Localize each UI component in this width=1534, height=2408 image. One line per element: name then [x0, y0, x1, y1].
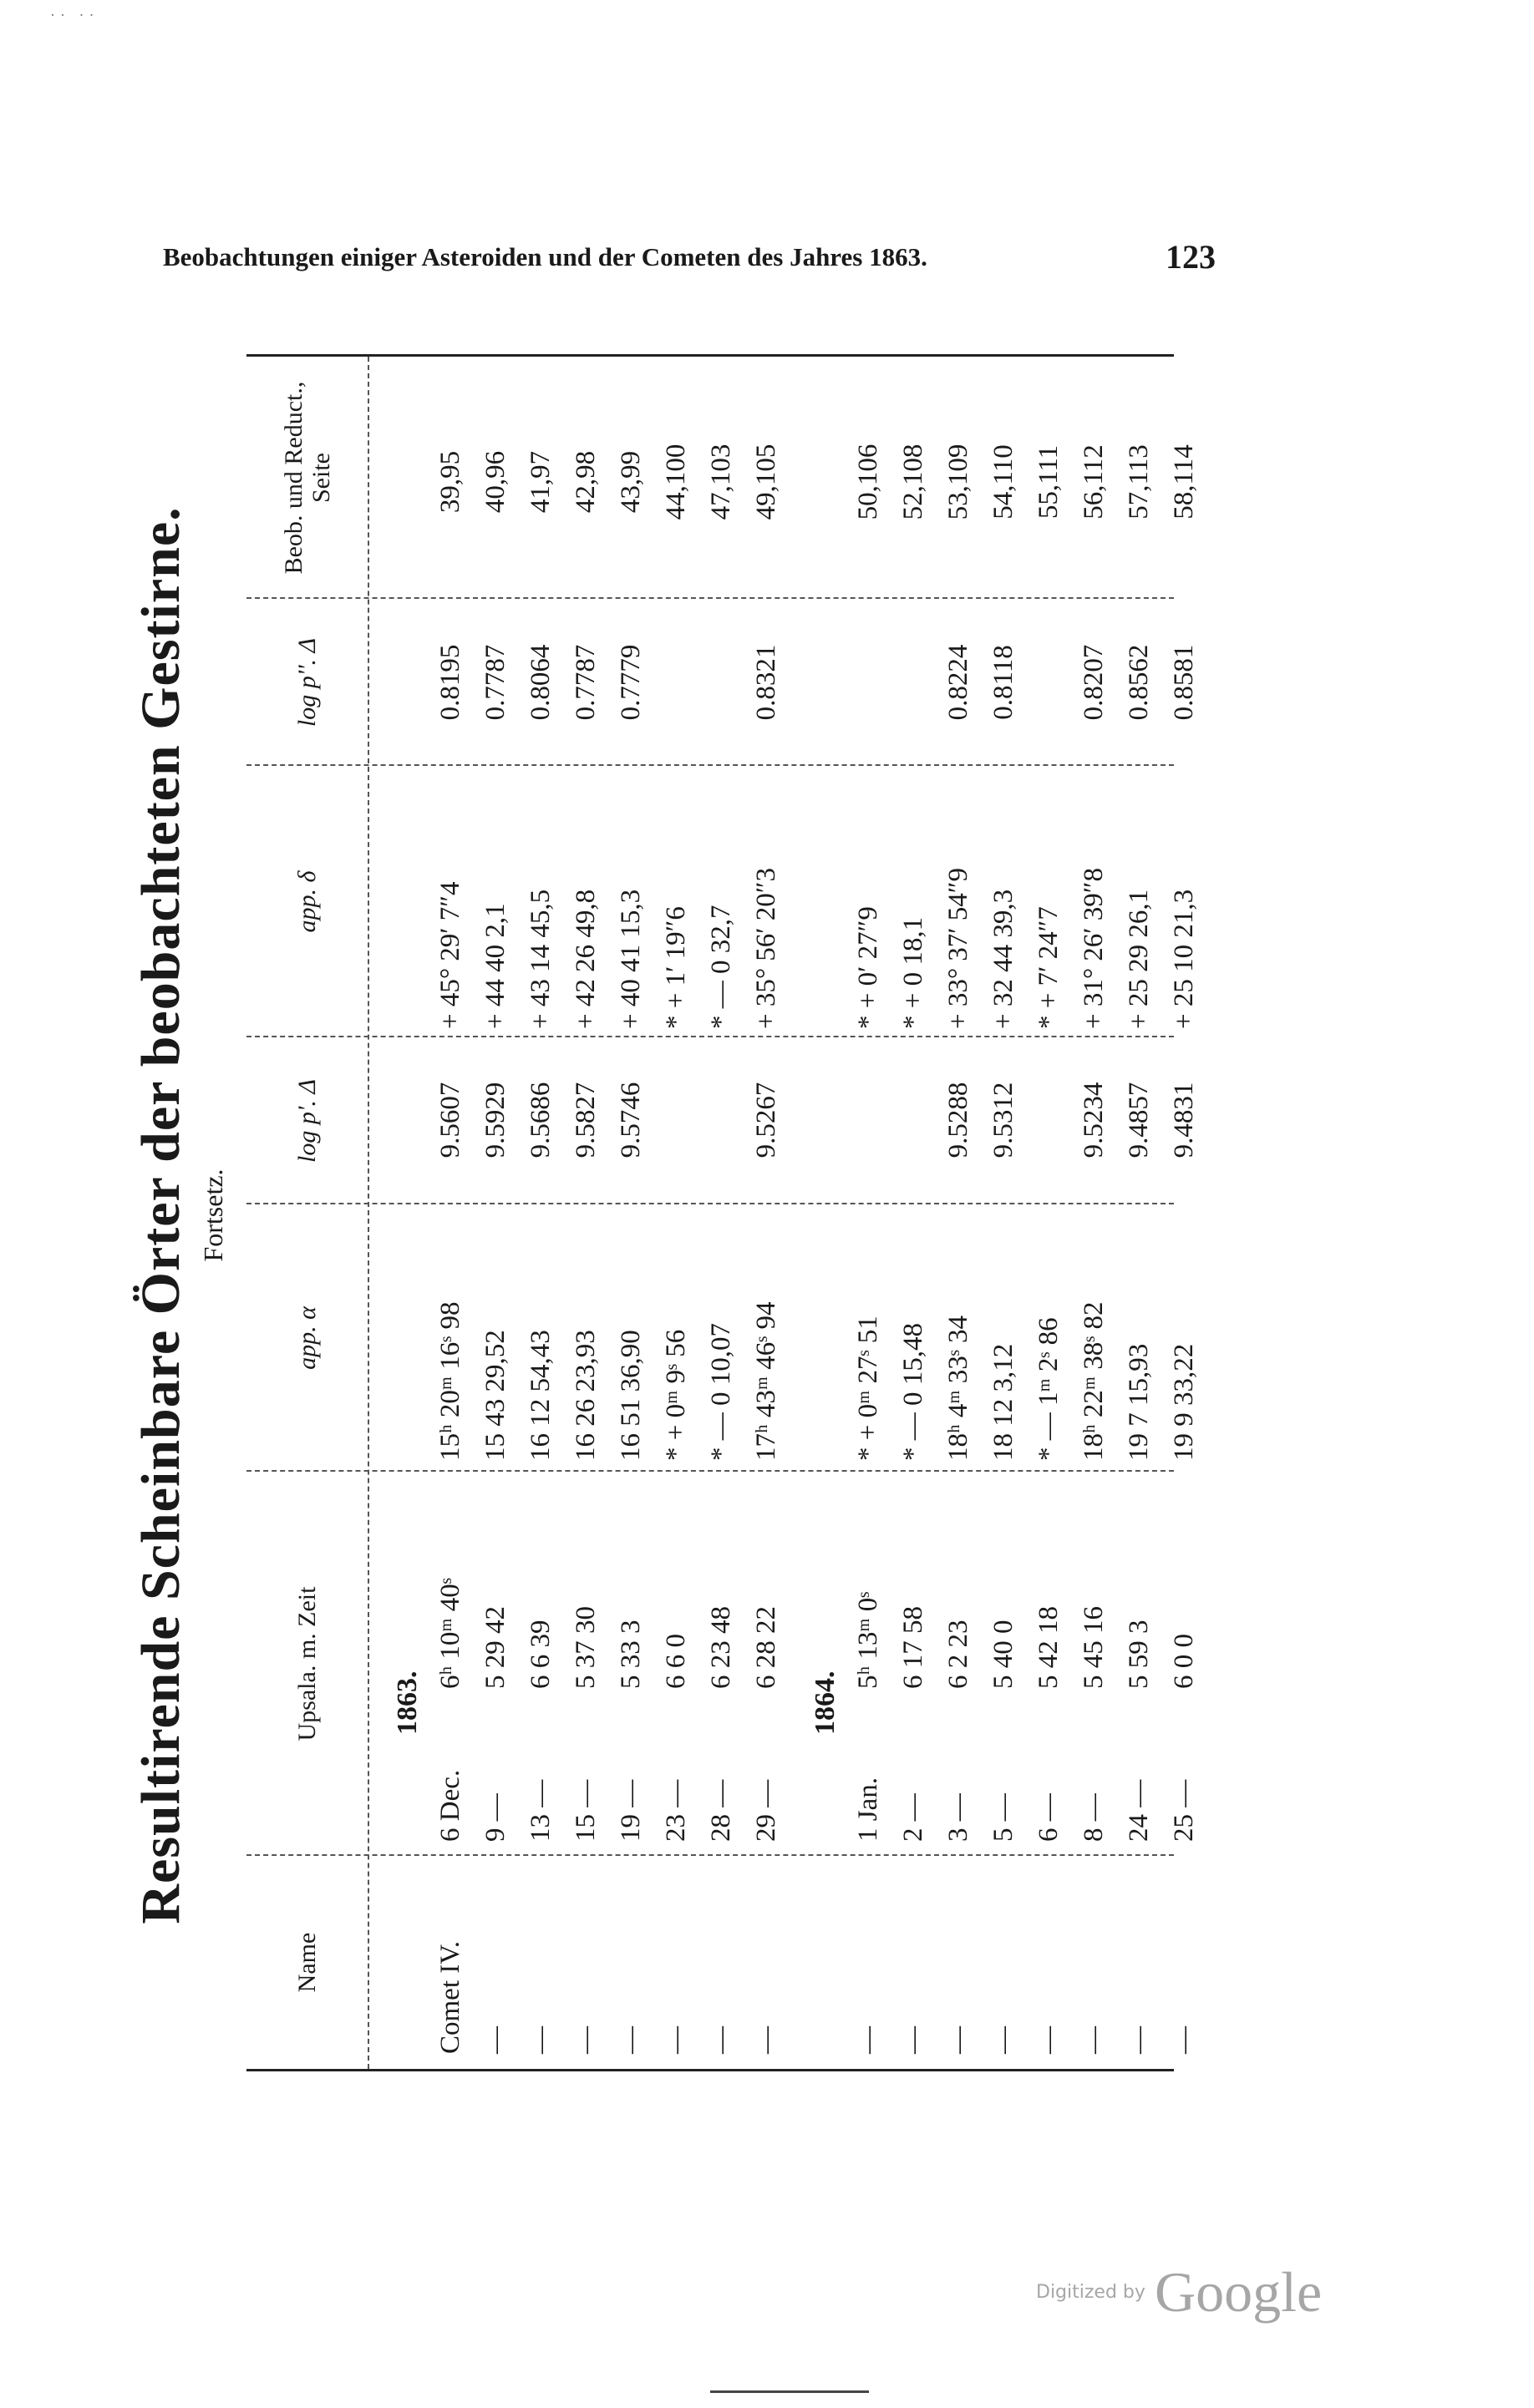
- cell-name: —: [616, 2026, 646, 2054]
- google-logo: Google: [1155, 2260, 1323, 2324]
- cell-time: 5 29 42: [480, 1606, 510, 1689]
- rotated-table-page: [130, 359, 1216, 2071]
- cell-log-pa: 9.4831: [1169, 1082, 1199, 1158]
- cell-log-pa: [891, 1045, 935, 1195]
- cell-name: —: [661, 2026, 691, 2054]
- cell-page: 52,108: [898, 444, 928, 520]
- cell-log-pa: 9.5267: [751, 1082, 781, 1158]
- cell-dec: + 40 41 15,3: [616, 889, 646, 1029]
- cell-ra: * + 0ᵐ 9ˢ 56: [661, 1329, 691, 1461]
- cell-dec: + 33° 37′ 54″9: [943, 867, 973, 1029]
- running-head: [163, 238, 1216, 276]
- cell-name: —: [1169, 2026, 1199, 2054]
- cell-name: —: [1034, 2026, 1064, 2054]
- cell-date: 8 —: [1079, 1793, 1109, 1842]
- cell-date: 24 —: [1124, 1779, 1154, 1842]
- cell-ra: 18ʰ 4ᵐ 33ˢ 34: [943, 1316, 973, 1461]
- cell-log-pd: 0.8224: [943, 644, 973, 721]
- cell-ra: 15 43 29,52: [480, 1330, 510, 1461]
- cell-log-pd: 0.8207: [1079, 644, 1109, 721]
- cell-date: 15 —: [571, 1779, 601, 1842]
- year-heading: 1864.: [810, 1670, 841, 1735]
- bottom-rule: [710, 2390, 869, 2393]
- cell-ra: 18ʰ 22ᵐ 38ˢ 82: [1079, 1301, 1109, 1461]
- cell-time: 5ʰ 13ᵐ 0ˢ: [853, 1591, 883, 1689]
- cell-page: 43,99: [616, 450, 646, 514]
- cell-ra: 16 12 54,43: [526, 1330, 556, 1461]
- cell-dec: + 25 10 21,3: [1169, 889, 1199, 1029]
- cell-log-pa: 9.5288: [943, 1082, 973, 1158]
- cell-dec: * + 7′ 24″7: [1034, 906, 1064, 1029]
- cell-log-pd: [699, 607, 743, 758]
- cell-dec: * + 0 18,1: [898, 916, 928, 1029]
- cell-ra: * — 1ᵐ 2ˢ 86: [1034, 1317, 1064, 1461]
- cell-date: 3 —: [943, 1793, 973, 1842]
- cell-time: 6 6 0: [661, 1634, 691, 1689]
- ephemeris-table: [246, 354, 1199, 2071]
- cell-ra: 16 26 23,93: [571, 1330, 601, 1461]
- cell-date: 2 —: [898, 1793, 928, 1842]
- header-log-pa: log p'. Δ: [293, 1079, 321, 1163]
- cell-page: 58,114: [1169, 444, 1199, 520]
- header-log-pd: log p''. Δ: [293, 637, 321, 727]
- cell-time: 5 37 30: [571, 1606, 601, 1689]
- cell-page: 44,100: [661, 444, 691, 520]
- cell-log-pd: 0.8195: [435, 644, 465, 721]
- cell-dec: * + 1′ 19″6: [661, 906, 691, 1029]
- cell-log-pd: 0.8581: [1169, 644, 1199, 721]
- cell-dec: + 25 29 26,1: [1124, 889, 1154, 1029]
- cell-page: 54,110: [988, 444, 1018, 520]
- cell-time: 6 23 48: [706, 1606, 736, 1689]
- cell-page: 41,97: [526, 450, 556, 514]
- cell-date: 6 —: [1034, 1793, 1064, 1842]
- cell-time: 6 2 23: [943, 1620, 973, 1689]
- cell-log-pd: 0.8118: [988, 645, 1018, 720]
- cell-log-pd: [846, 607, 890, 758]
- column-divider: [246, 1036, 1174, 1037]
- cell-page: 42,98: [571, 450, 601, 514]
- cell-ra: * + 0ᵐ 27ˢ 51: [853, 1316, 883, 1461]
- cell-ra: 17ʰ 43ᵐ 46ˢ 94: [751, 1301, 781, 1461]
- cell-log-pa: 9.5234: [1079, 1082, 1109, 1158]
- header-time: Upsala. m. Zeit: [293, 1586, 321, 1741]
- header-rule: [368, 357, 369, 2069]
- cell-log-pa: 9.5746: [616, 1082, 646, 1158]
- cell-name: —: [480, 2026, 510, 2054]
- cell-log-pa: 9.5827: [571, 1082, 601, 1158]
- digitized-by-label: Digitized by: [1036, 2282, 1145, 2303]
- cell-log-pa: 9.4857: [1124, 1082, 1154, 1158]
- cell-log-pa: [699, 1045, 743, 1195]
- google-watermark: [1036, 2259, 1322, 2325]
- cell-date: 29 —: [751, 1779, 781, 1842]
- cell-time: 6 28 22: [751, 1606, 781, 1689]
- cell-ra: 19 7 15,93: [1124, 1343, 1154, 1461]
- cell-log-pa: 9.5312: [988, 1082, 1018, 1158]
- cell-page: 56,112: [1079, 444, 1109, 520]
- cell-name: —: [1079, 2026, 1109, 2054]
- cell-date: 28 —: [706, 1779, 736, 1842]
- cell-ra: 16 51 36,90: [616, 1330, 646, 1461]
- header-dec: app. δ: [293, 870, 321, 933]
- cell-name: —: [571, 2026, 601, 2054]
- cell-dec: * + 0′ 27″9: [853, 906, 883, 1029]
- cell-time: 6 17 58: [898, 1606, 928, 1689]
- column-divider: [246, 764, 1174, 766]
- cell-date: 13 —: [526, 1779, 556, 1842]
- cell-date: 19 —: [616, 1779, 646, 1842]
- cell-name: —: [526, 2026, 556, 2054]
- cell-time: 6 6 39: [526, 1620, 556, 1689]
- corner-marks: ·· ··: [50, 7, 99, 23]
- cell-time: 5 45 16: [1079, 1606, 1109, 1689]
- cell-name: —: [751, 2026, 781, 2054]
- cell-log-pa: 9.5929: [480, 1082, 510, 1158]
- cell-dec: * — 0 32,7: [706, 905, 736, 1029]
- cell-log-pa: [654, 1045, 698, 1195]
- cell-time: 5 40 0: [988, 1620, 1018, 1689]
- cell-log-pa: [846, 1045, 890, 1195]
- cell-date: 23 —: [661, 1779, 691, 1842]
- header-name: Name: [293, 1932, 321, 1993]
- cell-dec: + 45° 29′ 7″4: [435, 881, 465, 1029]
- cell-dec: + 42 26 49,8: [571, 889, 601, 1029]
- cell-date: 9 —: [480, 1793, 510, 1842]
- cell-log-pa: 9.5686: [526, 1082, 556, 1158]
- cell-page: 39,95: [435, 450, 465, 514]
- running-head-text: Beobachtungen einiger Asteroiden und der Cometen des Jahres 1863.: [163, 242, 927, 271]
- cell-log-pd: [1027, 607, 1070, 758]
- cell-date: 1 Jan.: [853, 1777, 883, 1842]
- cell-name: —: [943, 2026, 973, 2054]
- cell-log-pd: [891, 607, 935, 758]
- column-divider: [246, 1203, 1174, 1204]
- cell-time: 6 0 0: [1169, 1634, 1199, 1689]
- column-divider: [246, 1470, 1174, 1472]
- cell-date: 6 Dec.: [435, 1769, 465, 1842]
- cell-log-pd: 0.8562: [1124, 644, 1154, 721]
- cell-ra: 18 12 3,12: [988, 1343, 1018, 1461]
- cell-log-pd: 0.8321: [751, 644, 781, 721]
- cell-dec: + 44 40 2,1: [480, 903, 510, 1029]
- table-title: Resultirende Scheinbare Örter der beobachteten Gestirne.: [130, 506, 191, 1924]
- cell-name: —: [706, 2026, 736, 2054]
- cell-page: 55,111: [1034, 444, 1064, 520]
- cell-ra: 19 9 33,22: [1169, 1343, 1199, 1461]
- cell-page: 40,96: [480, 450, 510, 514]
- cell-log-pd: [654, 607, 698, 758]
- cell-time: 5 33 3: [616, 1620, 646, 1689]
- cell-time: 5 42 18: [1034, 1606, 1064, 1689]
- cell-name: —: [988, 2026, 1018, 2054]
- cell-name: —: [898, 2026, 928, 2054]
- cell-time: 5 59 3: [1124, 1620, 1154, 1689]
- cell-dec: + 32 44 39,3: [988, 889, 1018, 1029]
- cell-dec: + 43 14 45,5: [526, 889, 556, 1029]
- year-heading: 1863.: [392, 1670, 423, 1735]
- cell-log-pa: [1027, 1045, 1070, 1195]
- cell-log-pd: 0.8064: [526, 644, 556, 721]
- cell-dec: + 35° 56′ 20″3: [751, 867, 781, 1029]
- page-number: 123: [1166, 238, 1216, 276]
- header-ra: app. α: [293, 1306, 321, 1370]
- table-subtitle: Fortsetz.: [198, 1169, 228, 1262]
- cell-page: 50,106: [853, 444, 883, 520]
- column-divider: [246, 1854, 1174, 1856]
- cell-name: —: [853, 2026, 883, 2054]
- cell-log-pd: 0.7787: [480, 644, 510, 721]
- cell-page: 49,105: [751, 444, 781, 520]
- cell-date: 25 —: [1169, 1779, 1199, 1842]
- cell-name: Comet IV.: [435, 1940, 465, 2054]
- cell-ra: * — 0 15,48: [898, 1323, 928, 1461]
- cell-ra: 15ʰ 20ᵐ 16ˢ 98: [435, 1301, 465, 1461]
- cell-page: 47,103: [706, 444, 736, 520]
- cell-time: 6ʰ 10ᵐ 40ˢ: [435, 1578, 465, 1689]
- cell-log-pa: 9.5607: [435, 1082, 465, 1158]
- cell-log-pd: 0.7787: [571, 644, 601, 721]
- cell-page: 57,113: [1124, 444, 1154, 520]
- cell-ra: * — 0 10,07: [706, 1323, 736, 1461]
- cell-name: —: [1124, 2026, 1154, 2054]
- cell-page: 53,109: [943, 444, 973, 520]
- column-divider: [246, 597, 1174, 599]
- cell-date: 5 —: [988, 1793, 1018, 1842]
- cell-log-pd: 0.7779: [616, 644, 646, 721]
- header-page: Beob. und Reduct., Seite: [279, 381, 335, 575]
- cell-dec: + 31° 26′ 39″8: [1079, 867, 1109, 1029]
